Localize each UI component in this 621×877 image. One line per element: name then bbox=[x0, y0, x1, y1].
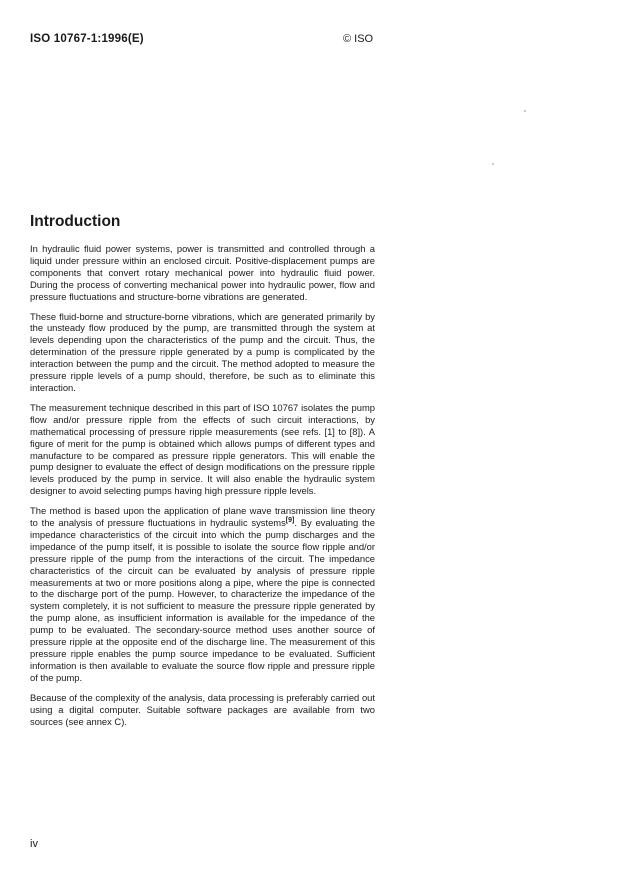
section-title: Introduction bbox=[30, 213, 121, 230]
scan-speck bbox=[492, 163, 494, 165]
copyright-notice: © ISO bbox=[343, 33, 374, 45]
paragraph: These fluid-borne and structure-borne vibrations, which are generated primarily by the unsteady flow produced by the pump, are transmitted through the system at levels depending upon the characteristics of the pump and the circuit. Thus, the determination of the pressure ripple generated by a pump is complicated by the interaction between the pump and the circuit. The method adopted to measure the pressure ripple levels of a pump should, therefore, be such as to eliminate this interaction. bbox=[30, 310, 375, 393]
paragraph bbox=[30, 505, 375, 684]
paragraph: The measurement technique described in this part of ISO 10767 isolates the pump flow and/or pressure ripple from the effects of such circuit interactions, by mathematical processing of pressure ripple measurements (see refs. [1] to [8]). A figure of merit for the pump is obtained which allows pumps of different types and manufacture to be compared as pressure ripple generators. This will enable the pump designer to evaluate the effect of design modifications on the pressure ripple levels produced by the pump in service. It will also enable the hydraulic system designer to avoid selecting pumps having high pressure ripple levels. bbox=[30, 401, 375, 497]
page-number: iv bbox=[30, 838, 38, 850]
scan-speck bbox=[524, 110, 526, 112]
paragraph: Because of the complexity of the analysis, data processing is preferably carried out using a digital computer. Suitable software packages are available from two sources (see annex C). bbox=[30, 691, 375, 727]
paragraph-text: The method is based upon the application of plane wave transmission line theory to the analysis of pressure fluctuations in hydraulic systems bbox=[30, 505, 375, 529]
section-body bbox=[30, 243, 375, 735]
standard-number: ISO 10767-1:1996(E) bbox=[30, 33, 144, 45]
paragraph: In hydraulic fluid power systems, power is transmitted and controlled through a liquid under pressure within an enclosed circuit. Positive-displacement pumps are components that convert rotary mechanical power into hydraulic fluid power. During the process of converting mechanical power into hydraulic power, flow and pressure fluctuations and structure-borne vibrations are generated. bbox=[30, 243, 375, 302]
reference-marker: [9] bbox=[285, 516, 295, 524]
paragraph-text: . By evaluating the impedance characteristics of the circuit into which the pump discharges and the impedance of the pump itself, it is possible to isolate the source flow ripple and/or pressure ripple of the pump from the interactions of the circuit. The impedance characteristics of the circuit can be evaluated by analysis of pressure ripple measurements at two or more positions along a pipe, where the pipe is connected to the discharge port of the pump. However, to characterize the impedance of the system completely, it is not sufficient to measure the pressure ripple generated by the pump alone, as insufficient information is available for the impedance of the pump to be evaluated. The secondary-source method uses another source of pressure ripple at the opposite end of the discharge line. The measurement of this pressure ripple enables the pump source impedance to be evaluated. Sufficient information is then available to evaluate the source flow ripple and pressure ripple of the pump. bbox=[30, 517, 375, 683]
